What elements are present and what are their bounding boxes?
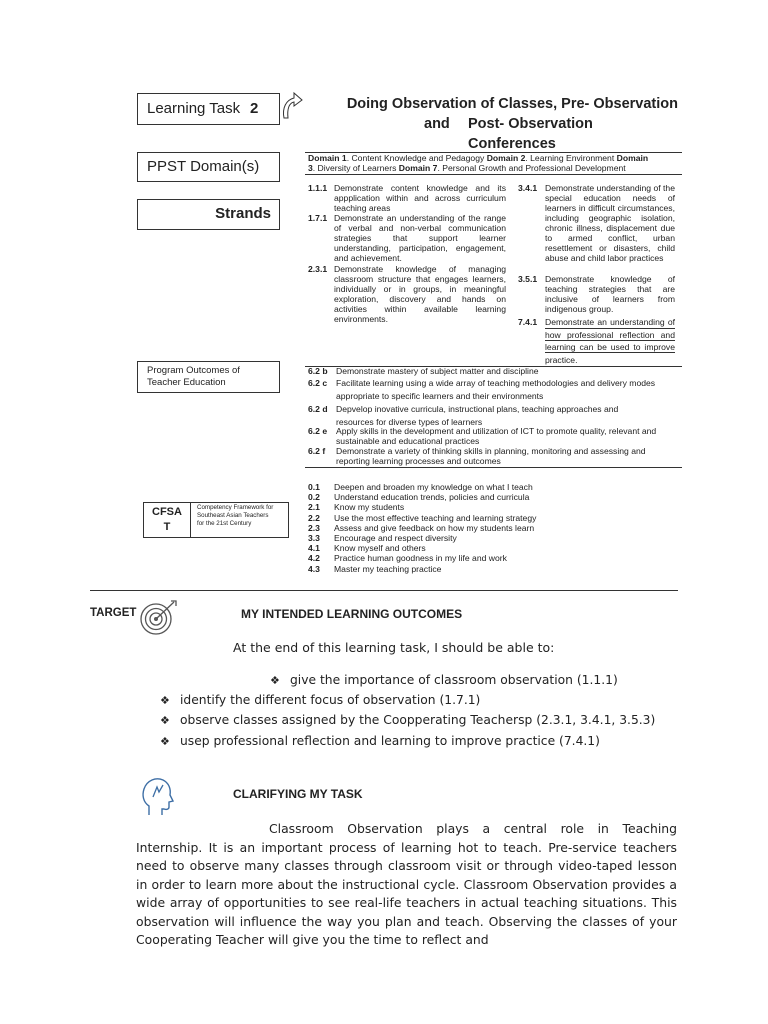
divider: [305, 467, 682, 468]
list-item: ❖ give the importance of classroom observation (1.1.1): [270, 673, 618, 687]
learning-task-number: 2: [250, 100, 259, 117]
head-icon: [139, 773, 175, 817]
list-item: ❖ observe classes assigned by the Coopperating Teachersp (2.3.1, 3.4.1, 3.5.3): [160, 713, 656, 727]
page-title-and: and: [424, 116, 450, 132]
cfsat-label: T: [163, 521, 171, 533]
ppst-domains-text: Domain 1. Content Knowledge and Pedagogy Domain 2. Learning Environment Domain 3. Diversity of Learners Domain 7. Personal Growth and Professional Development: [308, 153, 649, 173]
outcome-item: 6.2 f Demonstrate a variety of thinking skills in planning, monitoring and assessing and reporting learning processes and outcomes: [308, 446, 646, 466]
strand-item: 1.7.1 Demonstrate an understanding of the range of verbal and non-verbal communication strategies that support learner understanding, participation, engagement, and achievement.: [308, 213, 506, 263]
cfsat-box: [143, 502, 289, 538]
list-item: 3.3 Encourage and respect diversity: [308, 533, 457, 544]
list-item: 4.1 Know myself and others: [308, 543, 426, 554]
strand-item: 1.1.1 Demonstrate content knowledge and its appplication within and across curriculum teaching areas: [308, 183, 506, 213]
list-item: 2.2 Use the most effective teaching and learning strategy: [308, 512, 537, 523]
list-item: 4.3 Master my teaching practice: [308, 563, 442, 574]
outcomes-intro: At the end of this learning task, I should be able to:: [233, 640, 555, 655]
list-item: 0.2 Understand education trends, policies and curricula: [308, 492, 530, 503]
program-outcomes-label: Teacher Education: [147, 377, 226, 388]
cfsat-description: for the 21st Century: [197, 520, 252, 527]
target-label: TARGET: [90, 607, 137, 619]
cfsat-list: [308, 482, 680, 574]
outcome-item: 6.2 e Apply skills in the development and utilization of ICT to promote quality, relevant and sustainable and educational practices: [308, 426, 657, 446]
section-divider: [90, 590, 678, 591]
list-item: 4.2 Practice human goodness in my life and work: [308, 553, 507, 564]
list-item: 2.1 Know my students: [308, 502, 405, 513]
divider: [545, 328, 675, 329]
page-title-line1: Doing Observation of Classes, Pre- Observation: [346, 96, 678, 112]
cfsat-label: CFSA: [152, 506, 182, 518]
list-item: 2.3 Assess and give feedback on how my students learn: [308, 522, 535, 533]
outcome-item: 6.2 d Depvelop inovative curricula, instructional plans, teaching approaches and resources for diverse types of learners: [308, 404, 619, 427]
cfsat-description: Competency Framework for: [197, 504, 274, 511]
strands-box: [137, 199, 280, 230]
divider: [545, 352, 675, 353]
page-title-line2: Post- Observation Conferences: [468, 116, 593, 152]
bullet-icon: ❖: [160, 735, 170, 748]
clarify-heading: CLARIFYING MY TASK: [233, 787, 363, 801]
ppst-domains-label: PPST Domain(s): [147, 158, 260, 175]
program-outcomes-box: [137, 361, 280, 393]
list-item: ❖ identify the different focus of observation (1.7.1): [160, 693, 481, 707]
strand-item: 7.4.1 Demonstrate an understanding of how professional reflection and learning can be used to improve practice.: [518, 317, 675, 365]
strand-item: 2.3.1 Demonstrate knowledge of managing classroom structure that engages learners, individually or in groups, in meaningful exploration, discovery and hands on activities within available learning environments.: [308, 264, 506, 324]
bullet-icon: ❖: [160, 694, 170, 707]
list-item: 0.1 Deepen and broaden my knowledge on what I teach: [308, 482, 533, 492]
learning-task-box: [137, 93, 280, 125]
strands-label: Strands: [215, 205, 271, 222]
program-outcomes-label: Program Outcomes of: [147, 365, 240, 376]
outcome-item: 6.2 c Facilitate learning using a wide array of teaching methodologies and delivery modes appropriate to specific learners and their environments: [308, 378, 656, 401]
target-icon: [138, 599, 180, 637]
divider: [545, 340, 675, 341]
divider: [305, 174, 682, 175]
list-item: ❖ usep professional reflection and learning to improve practice (7.4.1): [160, 734, 600, 748]
clarify-paragraph: Classroom Observation plays a central role in Teaching Internship. It is an important process of learning hot to teach. Pre-service teachers need to observe many classes through classroom visit or through video-taped lesson in order to learn more about the instructional cycle. Classroom Observation provides a wide array of opportunities to see real-life teachers in actual teaching situations. This observation will influence the way you plan and teach. Observing the classes of your Cooperating Teacher will give you the time to reflect and: [136, 821, 677, 947]
learning-task-label: Learning Task: [147, 100, 241, 117]
cfsat-description: Southeast Asian Teachers: [197, 512, 269, 519]
outcomes-heading: MY INTENDED LEARNING OUTCOMES: [241, 607, 463, 621]
strand-item: 3.5.1 Demonstrate knowledge of teaching strategies that are inclusive of learners from indigenous group.: [518, 274, 675, 314]
bullet-icon: ❖: [160, 714, 170, 727]
ppst-domains-box: [137, 152, 280, 182]
bullet-icon: ❖: [270, 674, 280, 687]
outcome-item: 6.2 b Demonstrate mastery of subject matter and discipline: [308, 366, 539, 376]
strand-item: 3.4.1 Demonstrate understanding of the special education needs of learners in difficult circumstances, including geographic isolation, chronic illness, displacement due to armed conflict, urban resettlement or disasters, child abuse and child labor practices: [518, 183, 675, 263]
divider: [190, 503, 191, 537]
